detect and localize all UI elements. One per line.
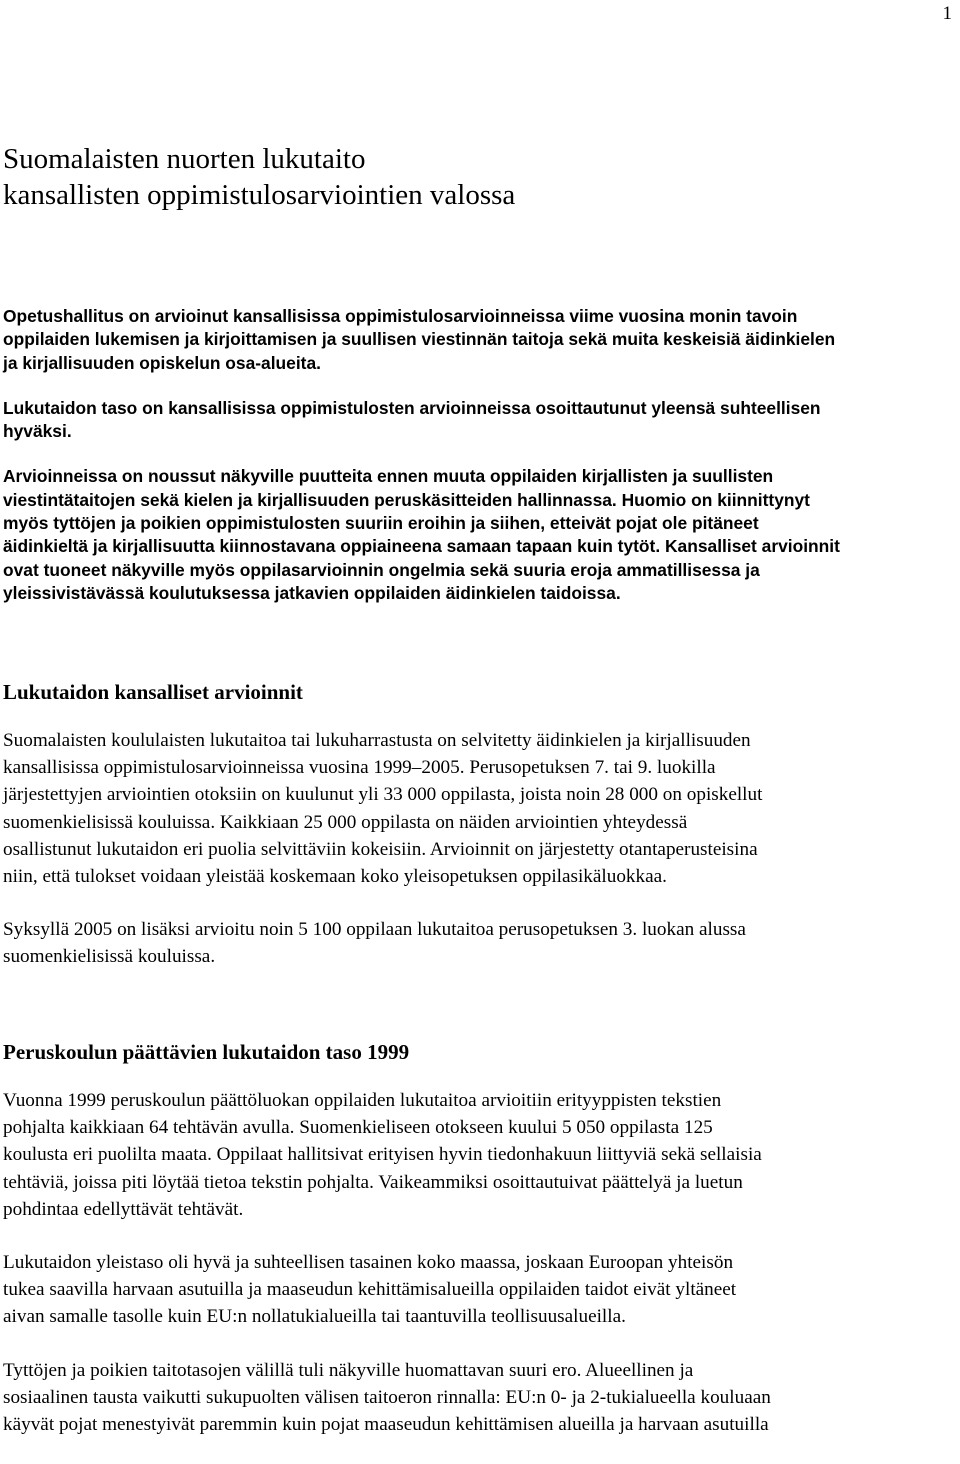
text-line: suomenkielisissä kouluissa. Kaikkiaan 25 000 oppilasta on näiden arviointien yhteydessä xyxy=(3,811,688,833)
section-literacy-level-1999 xyxy=(3,1039,958,1464)
section-heading: Lukutaidon kansalliset arvioinnit xyxy=(3,680,303,704)
abstract-paragraph xyxy=(3,305,958,375)
text-line: tehtäviä, joissa piti löytää tietoa tekstin pohjalta. Vaikeammiksi osoittautuivat päättelyä ja luetun xyxy=(3,1171,743,1193)
body-paragraph xyxy=(3,1249,958,1331)
text-line: osallistunut lukutaidon eri puolia selvittäviin kokeisiin. Arvioinnit on järjestetty otantaperusteisina xyxy=(3,838,758,860)
text-line: äidinkieltä ja kirjallisuutta kiinnostavana oppiaineena samaan tapaan kuin tytöt. Kansalliset arvioinnit xyxy=(3,536,840,557)
page-number: 1 xyxy=(942,3,952,24)
text-line: hyväksi. xyxy=(3,421,72,442)
text-line: ovat tuoneet näkyville myös oppilasarvioinnin ongelmia sekä suuria eroja ammatillisessa ja xyxy=(3,559,760,580)
text-line: oppilaiden lukemisen ja kirjoittamisen ja suullisen viestinnän taitoja sekä muita keskeisiä äidinkielen xyxy=(3,329,836,350)
text-line: myös tyttöjen ja poikien oppimistulosten suuriin eroihin ja siihen, etteivät pojat ole pitäneet xyxy=(3,513,759,534)
text-line: tukea saavilla harvaan asutuilla ja maaseudun kehittämisalueilla oppilaiden taidot eivät yltäneet xyxy=(3,1279,737,1301)
text-line: sosiaalinen tausta vaikutti sukupuolten välisen taitoeron rinnalla: EU:n 0- ja 2-tukialueella kouluaan xyxy=(3,1386,771,1408)
text-line: Suomalaisten koululaisten lukutaitoa tai lukuharrastusta on selvitetty äidinkielen ja kirjallisuuden xyxy=(3,730,751,751)
text-line: niin, että tulokset voidaan yleistää koskemaan koko yleisopetuksen oppilasikäluokkaa. xyxy=(3,866,667,888)
text-line: Arvioinneissa on noussut näkyville puutteita ennen muuta oppilaiden kirjallisten ja suullisten xyxy=(3,466,774,487)
text-line: kansallisissa oppimistulosarvioinneissa vuosina 1999–2005. Perusopetuksen 7. tai 9. luokilla xyxy=(3,757,716,779)
abstract xyxy=(3,305,958,627)
text-line: käyvät pojat menestyivät paremmin kuin pojat maaseudun kehittämisen alueilla ja harvaan asutuilla xyxy=(3,1414,769,1436)
abstract-paragraph xyxy=(3,465,958,605)
text-line: viestintätaitojen sekä kielen ja kirjallisuuden peruskäsitteiden hallinnassa. Huomio on kiinnittynyt xyxy=(3,489,810,510)
section-national-assessments xyxy=(3,679,958,997)
text-line: Lukutaidon taso on kansallisissa oppimistulosten arvioinneissa osoittautunut yleensä suhteellisen xyxy=(3,397,821,418)
text-line: suomenkielisissä kouluissa. xyxy=(3,946,216,968)
abstract-paragraph xyxy=(3,397,958,444)
text-line: Vuonna 1999 peruskoulun päättöluokan oppilaiden lukutaitoa arvioitiin erityyppisten tekstien xyxy=(3,1090,722,1111)
text-line: Tyttöjen ja poikien taitotasojen välillä tuli näkyville huomattavan suuri ero. Alueellinen ja xyxy=(3,1359,694,1381)
text-line: koulusta eri puolilta maata. Oppilaat hallitsivat erityisen hyvin tiedonhakuun liittyviä sekä sellaisia xyxy=(3,1144,762,1166)
document-title xyxy=(3,141,515,213)
text-line: yleissivistävässä koulutuksessa jatkavien oppilaiden äidinkielen taidoissa. xyxy=(3,582,621,603)
text-line: aivan samalle tasolle kuin EU:n nollatukialueilla tai taantuvilla teollisuusalueilla. xyxy=(3,1306,626,1328)
title-line: kansallisten oppimistulosarviointien valossa xyxy=(3,179,516,211)
body-paragraph xyxy=(3,916,958,970)
text-line: Opetushallitus on arvioinut kansallisissa oppimistulosarvioinneissa viime vuosina monin tavoin xyxy=(3,306,798,326)
text-line: Syksyllä 2005 on lisäksi arvioitu noin 5 100 oppilaan lukutaitoa perusopetuksen 3. luokan alussa xyxy=(3,919,746,941)
text-line: järjestettyjen arviointien otoksiin on kuulunut yli 33 000 oppilasta, joista noin 28 000 on opiskellut xyxy=(3,784,763,806)
text-line: pohjalta kaikkiaan 64 tehtävän avulla. Suomenkieliseen otokseen kuului 5 050 oppilasta 125 xyxy=(3,1117,713,1139)
body-paragraph xyxy=(3,1087,958,1223)
text-line: pohdintaa edellyttävät tehtävät. xyxy=(3,1198,244,1220)
title-line: Suomalaisten nuorten lukutaito xyxy=(3,143,366,175)
body-paragraph xyxy=(3,1357,958,1439)
text-line: ja kirjallisuuden opiskelun osa-alueita. xyxy=(3,352,321,373)
section-heading: Peruskoulun päättävien lukutaidon taso 1999 xyxy=(3,1040,410,1064)
text-line: Lukutaidon yleistaso oli hyvä ja suhteellisen tasainen koko maassa, joskaan Euroopan yhteisön xyxy=(3,1252,734,1274)
body-paragraph xyxy=(3,727,958,890)
